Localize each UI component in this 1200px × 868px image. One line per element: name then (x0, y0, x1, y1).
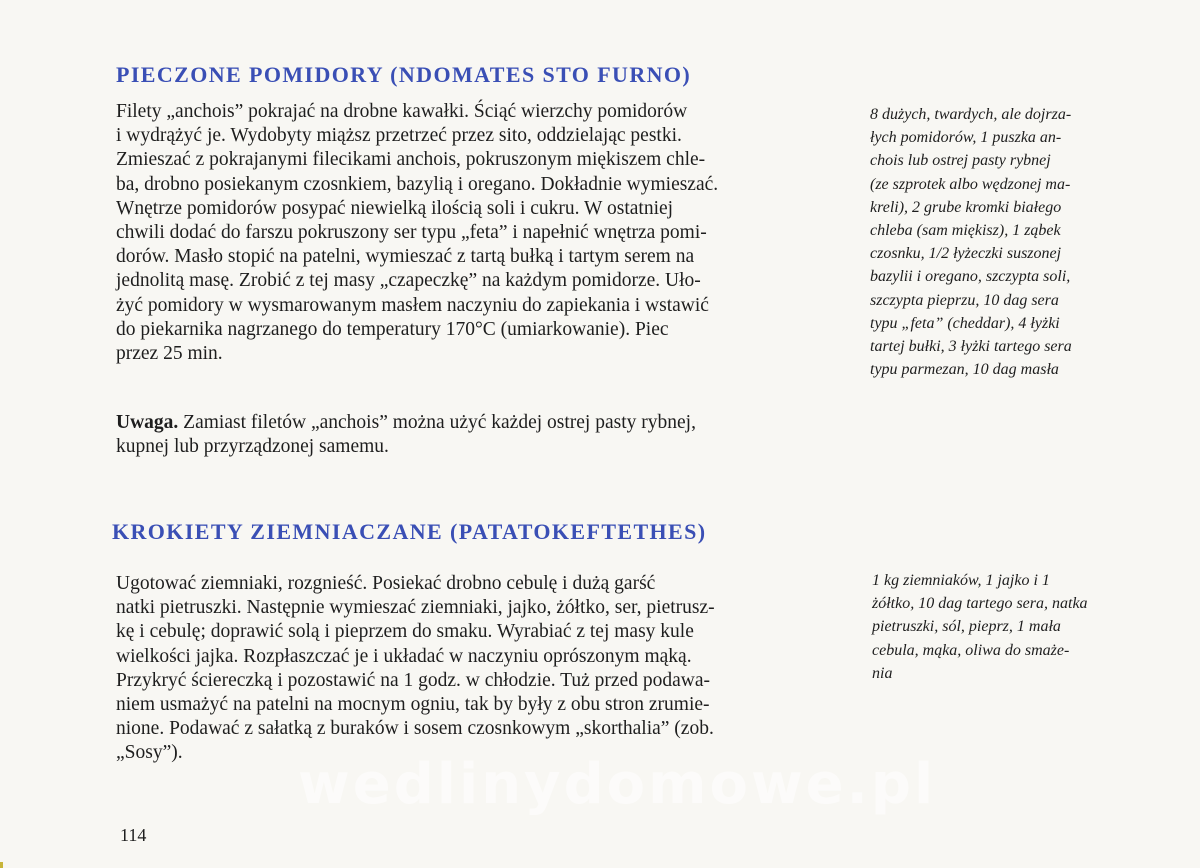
instruction-line: Zmieszać z pokrajanymi filecikami anchois, pokruszonym miękiszem chle- (116, 149, 706, 171)
instruction-line: Wnętrze pomidorów posypać niewielką ilością soli i cukru. W ostatniej (116, 197, 674, 219)
ingredient-line: łych pomidorów, 1 puszka an- (870, 129, 1062, 147)
instruction-line: niem usmażyć na patelni na mocnym ogniu, tak by były z obu stron zrumie- (116, 694, 710, 716)
instruction-line: dorów. Masło stopić na patelni, wymieszać z tartą bułką i tartym serem na (116, 246, 695, 268)
instruction-line: wielkości jajka. Rozpłaszczać je i układać w naczyniu oprószonym mąką. (116, 645, 692, 667)
ingredient-line: chleba (sam miękisz), 1 ząbek (870, 222, 1061, 240)
ingredient-line: bazylii i oregano, szczypta soli, (870, 268, 1071, 286)
ingredient-line: chois lub ostrej pasty rybnej (870, 152, 1051, 170)
watermark: wedlinydomowe.pl (298, 752, 937, 817)
ingredients-pieczone-pomidory (870, 103, 1148, 381)
recipe-title-krokiety-ziemniaczane: KROKIETY ZIEMNIACZANE (PATATOKEFTETHES) (112, 519, 707, 544)
ingredient-line: nia (872, 664, 893, 682)
instruction-line: Ugotować ziemniaki, rozgnieść. Posiekać drobno cebulę i dużą garść (116, 573, 656, 594)
instruction-line: nione. Podawać z sałatką z buraków i sosem czosnkowym „skorthalia” (zob. (116, 718, 714, 740)
ingredient-line: żółtko, 10 dag tartego sera, natka (872, 595, 1088, 613)
ingredient-line: cebula, mąka, oliwa do smaże- (872, 641, 1070, 659)
instruction-line: chwili dodać do farszu pokruszony ser typu „feta” i napełnić wnętrza pomi- (116, 222, 707, 244)
recipe-instructions-pieczone-pomidory (116, 100, 836, 366)
ingredient-line: 8 dużych, twardych, ale dojrza- (870, 106, 1072, 123)
ingredients-krokiety-ziemniaczane (872, 569, 1150, 685)
instruction-line: jednolitą masę. Zrobić z tej masy „czapeczkę” na każdym pomidorze. Uło- (116, 270, 701, 292)
instruction-line: Filety „anchois” pokrajać na drobne kawałki. Ściąć wierzchy pomidorów (116, 101, 688, 122)
ingredient-line: kreli), 2 grube kromki białego (870, 198, 1062, 216)
ingredient-line: pietruszki, sól, pieprz, 1 mała (872, 618, 1061, 636)
ingredient-line: 1 kg ziemniaków, 1 jajko i 1 (872, 572, 1050, 589)
instruction-line: przez 25 min. (116, 343, 223, 365)
note-text: Zamiast filetów „anchois” można użyć każdej ostrej pasty rybnej, (178, 412, 696, 433)
instruction-line: Przykryć ściereczką i pozostawić na 1 godz. w chłodzie. Tuż przed podawa- (116, 669, 710, 691)
ingredient-line: typu parmezan, 10 dag masła (870, 361, 1059, 379)
instruction-line: do piekarnika nagrzanego do temperatury 170°C (umiarkowanie). Piec (116, 318, 669, 340)
instruction-line: „Sosy”). (116, 742, 183, 764)
ingredient-line: tartej bułki, 3 łyżki tartego sera (870, 338, 1072, 356)
note-label: Uwaga. (116, 412, 179, 433)
instruction-line: i wydrążyć je. Wydobyty miąższ przetrzeć przez sito, oddzielając pestki. (116, 125, 682, 147)
scan-edge-mark (0, 862, 3, 868)
instruction-line: ba, drobno posiekanym czosnkiem, bazylią i oregano. Dokładnie wymieszać. (116, 173, 719, 195)
recipe-instructions-krokiety-ziemniaczane (116, 572, 836, 766)
instruction-line: żyć pomidory w wysmarowanym masłem naczyniu do zapiekania i wstawić (116, 294, 709, 316)
instruction-line: natki pietruszki. Następnie wymieszać ziemniaki, jajko, żółtko, ser, pietrusz- (116, 597, 715, 619)
note-line: kupnej lub przyrządzonej samemu. (116, 436, 389, 458)
recipe-note-pieczone-pomidory (116, 411, 836, 459)
instruction-line: kę i cebulę; doprawić solą i pieprzem do smaku. Wyrabiać z tej masy kule (116, 621, 694, 643)
ingredient-line: szczypta pieprzu, 10 dag sera (870, 291, 1059, 309)
ingredient-line: typu „feta” (cheddar), 4 łyżki (870, 314, 1060, 332)
ingredient-line: czosnku, 1/2 łyżeczki suszonej (870, 245, 1062, 263)
recipe-title-pieczone-pomidory: PIECZONE POMIDORY (NDOMATES STO FURNO) (116, 62, 692, 87)
page-number: 114 (120, 825, 147, 845)
ingredient-line: (ze szprotek albo wędzonej ma- (870, 175, 1071, 193)
note-line (116, 411, 836, 435)
